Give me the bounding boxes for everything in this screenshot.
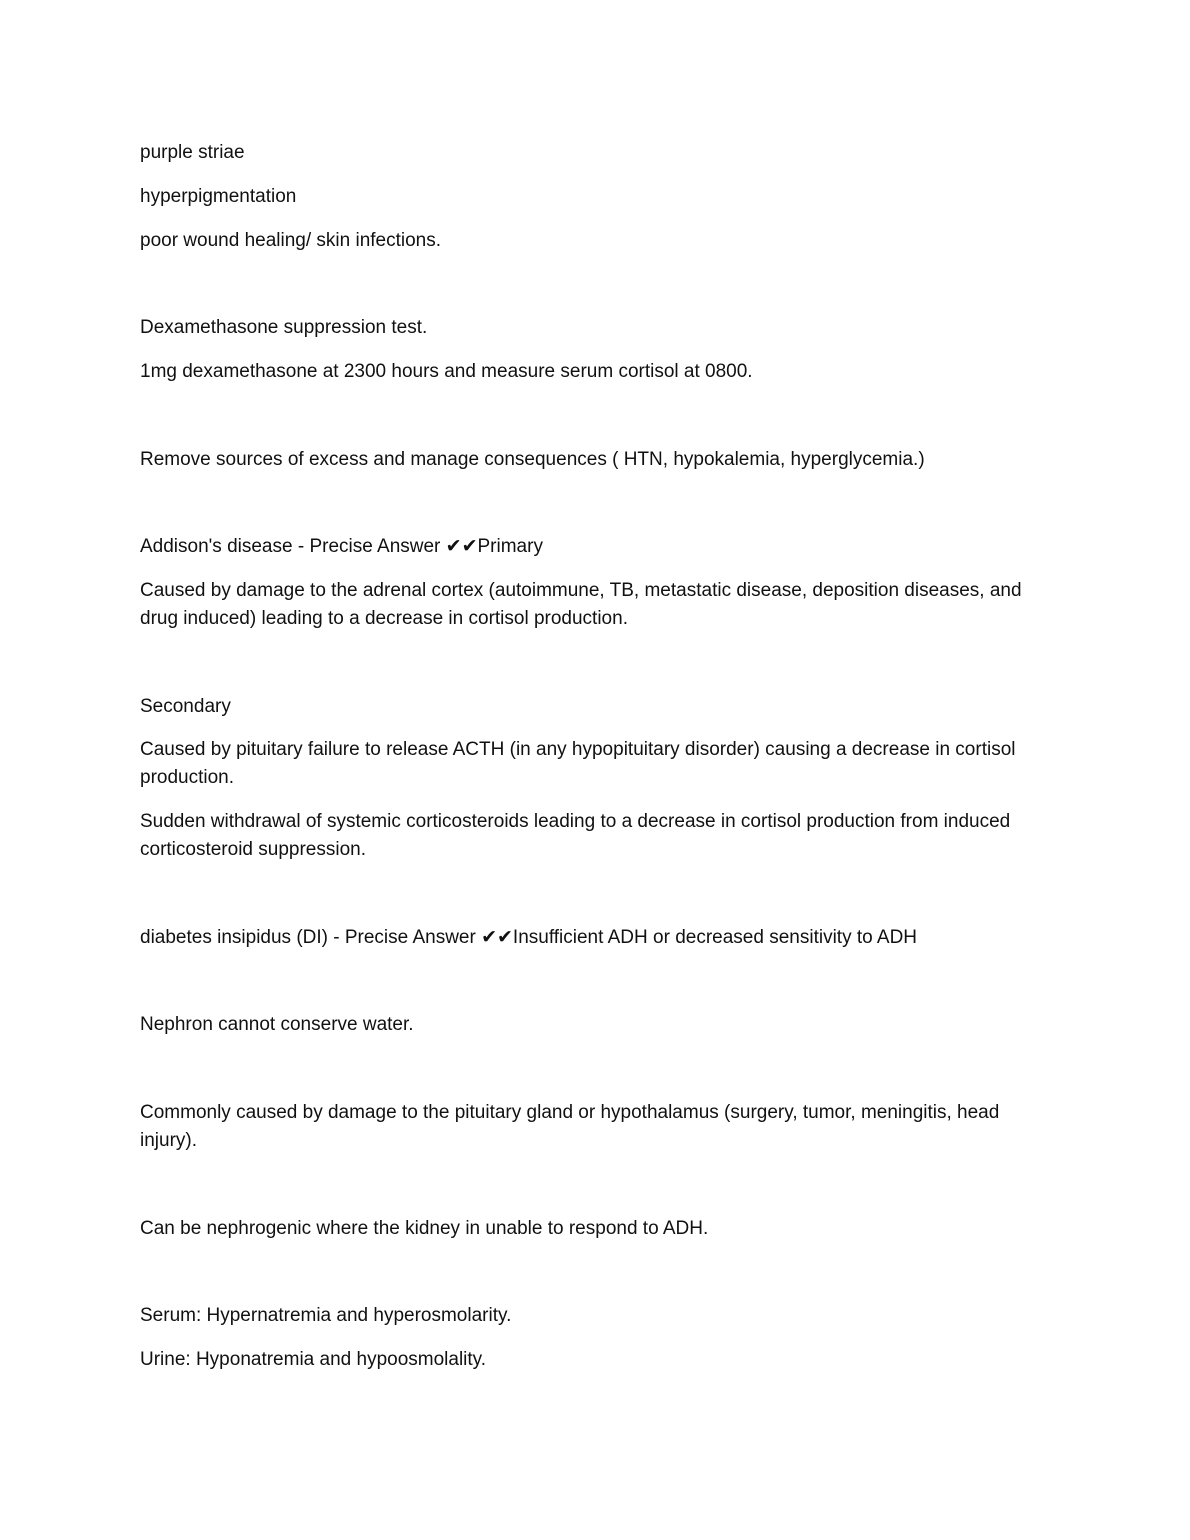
text-line: hyperpigmentation <box>140 186 297 207</box>
paragraph: Commonly caused by damage to the pituitary gland or hypothalamus (surgery, tumor, meningitis, head injury). <box>140 1102 1000 1151</box>
text-line: 1mg dexamethasone at 2300 hours and measure serum cortisol at 0800. <box>140 361 753 382</box>
text-line: poor wound healing/ skin infections. <box>140 230 442 251</box>
text-line: Urine: Hyponatremia and hypoosmolality. <box>140 1349 487 1370</box>
paragraph: Sudden withdrawal of systemic corticosteroids leading to a decrease in cortisol production from induced corticosteroid suppression. <box>140 811 1011 860</box>
paragraph: Caused by damage to the adrenal cortex (autoimmune, TB, metastatic disease, deposition diseases, and drug induced) leading to a decrease in cortisol production. <box>140 580 1022 629</box>
section-heading: Addison's disease - Precise Answer ✔✔Primary <box>140 536 543 557</box>
text-line: Secondary <box>140 696 231 717</box>
section-heading: diabetes insipidus (DI) - Precise Answer ✔✔Insufficient ADH or decreased sensitivity to ADH <box>140 927 918 948</box>
text-line: Dexamethasone suppression test. <box>140 317 428 338</box>
paragraph: Caused by pituitary failure to release ACTH (in any hypopituitary disorder) causing a decrease in cortisol production. <box>140 739 1016 788</box>
text-line: Serum: Hypernatremia and hyperosmolarity. <box>140 1305 512 1326</box>
text-line: Nephron cannot conserve water. <box>140 1014 414 1035</box>
text-line: purple striae <box>140 142 245 163</box>
text-line: Can be nephrogenic where the kidney in unable to respond to ADH. <box>140 1218 709 1239</box>
text-line: Remove sources of excess and manage consequences ( HTN, hypokalemia, hyperglycemia.) <box>140 449 925 470</box>
